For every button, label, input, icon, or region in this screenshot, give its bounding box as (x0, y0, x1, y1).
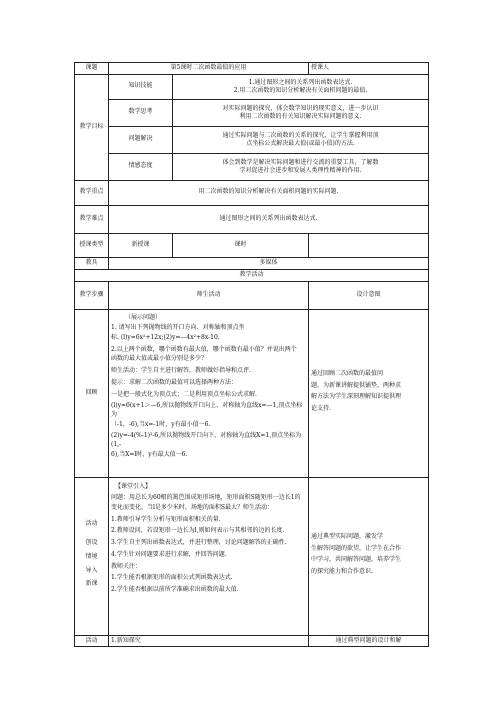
intro-design: 通过典型实际问题，激发学 生解答问题的欲望，让学生在合作 中学习，共同解答问题，培养学生 的探究能力和合作意识. (309, 477, 429, 635)
header-row (75, 63, 429, 75)
teacher-column-header: 师生活动 (109, 281, 309, 309)
subject-label: 课题 (75, 63, 109, 75)
difficulty-label: 教学难点 (75, 205, 109, 233)
lesson-title: 第5课时二次函数最值的应用 (109, 63, 309, 75)
key-point-label: 教学重点 (75, 180, 109, 205)
hours-value (309, 233, 429, 257)
objective-thinking-text: 对实际问题的探究，体会数学知识的现实意义，进一步认识 利用二次函数的有关知识解决实际问题的意义. (173, 99, 429, 126)
objective-attitude-label: 情感态度 (109, 153, 173, 180)
aids-value: 多媒体 (109, 257, 429, 269)
objectives-label: 教学目标 (75, 74, 109, 180)
intro-step: 活动 创设 情境 导入 新课 (75, 477, 109, 635)
objective-problem-label: 问题解决 (109, 126, 173, 153)
column-header-row (75, 281, 429, 309)
hours-label: 课时 (173, 233, 309, 257)
lesson-type-row (75, 233, 429, 257)
last-teacher: 1.新知探究 (109, 635, 309, 647)
last-design: 通过典型问题的设计和解 (309, 635, 429, 647)
review-design: 通过回顾二次函数的最值问 题，为新课讲解提供铺垫，两种求 解方法为学生深刻理解知识提供理 论支持. (309, 309, 429, 477)
lesson-plan-table (74, 62, 429, 647)
objective-row-problem (75, 126, 429, 153)
objective-thinking-label: 数学思考 (109, 99, 173, 126)
design-column-header: 设计意图 (309, 281, 429, 309)
objective-row-knowledge (75, 74, 429, 99)
lesson-plan-page (74, 62, 428, 647)
last-row (75, 635, 429, 647)
review-row (75, 309, 429, 477)
activity-header-row (75, 269, 429, 281)
objective-knowledge-text: 1.通过图形之间的关系列出函数表达式. 2.用二次函数的知识分析解决有关面积问题的最值. (173, 74, 429, 99)
objective-row-attitude (75, 153, 429, 180)
objective-row-thinking (75, 99, 429, 126)
lesson-type-value: 新授课 (109, 233, 173, 257)
review-activities: （展示问题） 1. 请写出下列抛物线的开口方向、对称轴和顶点坐 标. (l)y=6x²+12x;(2)y=—4x²+8x-10. 2.以上两个函数，哪个函数有最大值，哪个函数有最小值？并说出两个 函数的最大值或最小值分别是多少？ 师生活动：学生自主进行解答，教师做好指导和点评. 提示：求解二次函数的最值可以选择两种方法： 一是把一般式化为顶点式；二是利用顶点坐标公式求解. (l)y=6(x+1＞—6,所以抛物线开口向上，对称轴为直线x=—1,顶点坐标为 （-1，-6),当x=-1时，y有最小值一6. (2)y=-4(%-1)²-6,所以抛物线开口向下，对称轴为直线X=1,顶点坐标为(1,- 6),当X=l时，y有最大值一6. (109, 309, 309, 477)
key-point-row (75, 180, 429, 205)
key-point-text: 用二次函数的知识分析解决有关面积问题的实际问题. (109, 180, 429, 205)
lesson-type-label: 授课类型 (75, 233, 109, 257)
difficulty-text: 通过图形之间的关系列出函数表达式. (109, 205, 429, 233)
objective-attitude-text: 体会到数学是解决实际问题和进行交流的重要工具，了解数 学对促进社会进步和发展人类理性精神的作用. (173, 153, 429, 180)
aids-row (75, 257, 429, 269)
activity-header: 教学活动 (75, 269, 429, 281)
objective-problem-text: 通过实际问题与二次函数的关系的探究，让学生掌握利用顶 点坐标公式解决最大值(或最小值)的方法. (173, 126, 429, 153)
teacher-label: 授课人 (309, 63, 429, 75)
difficulty-row (75, 205, 429, 233)
intro-row (75, 477, 429, 635)
steps-column-header: 教学步骤 (75, 281, 109, 309)
review-step: 回顾 (75, 309, 109, 477)
last-step: 活动 (75, 635, 109, 647)
intro-activities: 【课堂引入】 问题：用总长为60根的篱笆围成矩形场地，矩形面积S随矩形一边长1的 变化而变化，当l是多少米时，场地的面积S最大？师生活动： 1.教师引导学生分析与矩形面积相关的量. 2.教师设问，若设矩形一边长为l,则如何表示与其相邻的边的长度. 3.学生自主列出函数表达式，并进行整理，讨论问题解答的正确性. 4.学生针对问题要求进行求解，并回答问题. 教师关注： 1.学生能否根据矩形的面积公式列函数表达式. 2.学生能否根据以前所学准确求出函数的最大值. (109, 477, 309, 635)
objective-knowledge-label: 知识技能 (109, 74, 173, 99)
aids-label: 教具 (75, 257, 109, 269)
